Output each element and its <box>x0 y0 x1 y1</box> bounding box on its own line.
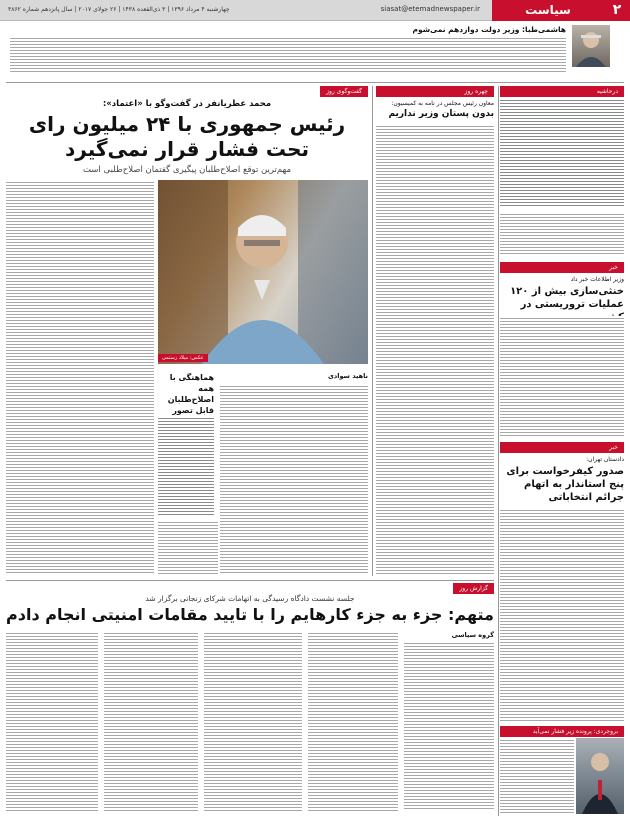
main-story-body-right <box>220 384 368 574</box>
box3-headline: صدور کیفرخواست برای پنج استاندار به اتهام جرائم انتخاباتی <box>506 466 624 503</box>
second-column <box>376 86 494 576</box>
col2-kicker: معاون رئیس مجلس در نامه به کمیسیون: <box>391 100 494 107</box>
main-story-photo <box>158 180 368 364</box>
column-divider <box>498 86 499 816</box>
box4-caption: بروجردی: پرونده زیر فشار نمی‌آید <box>500 726 624 737</box>
box4-photo <box>576 738 624 814</box>
bottom-story-byline: گروه سیاسی <box>451 631 494 639</box>
column-divider-2 <box>372 86 373 576</box>
box4-body <box>500 738 574 814</box>
bottom-story-tag: گزارش روز <box>453 583 494 594</box>
main-story-tag: گفت‌وگوی روز <box>320 86 368 97</box>
bottom-body-col3 <box>204 631 302 811</box>
bottom-story-kicker: جلسه نشست دادگاه رسیدگی به اتهامات شرکای زنجانی برگزار شد <box>145 594 355 603</box>
bottom-body-col5 <box>6 631 98 811</box>
main-story-headline: رئیس جمهوری با ۲۴ میلیون رای تحت فشار قرار نمی‌گیرد <box>28 112 346 161</box>
main-story-photo-caption: عکس: میلاد رستمی <box>158 354 208 362</box>
bottom-body-col4 <box>104 631 198 811</box>
col2-body <box>376 124 494 574</box>
pull-quote-text <box>158 416 214 516</box>
col2-tag: چهره روز <box>376 86 494 97</box>
bottom-body-col2 <box>308 631 398 811</box>
person-photo-icon <box>576 738 624 814</box>
portrait-icon <box>572 25 610 67</box>
main-story-byline: ناهید سوادی <box>327 372 368 380</box>
box3-body <box>500 508 624 722</box>
box2-body <box>500 316 624 436</box>
col2-headline: بدون پستان وزیر نداریم <box>388 109 494 119</box>
box2-headline: خنثی‌سازی بیش از ۱۲۰ عملیات تروریستی در <box>510 286 624 310</box>
box1-body <box>500 98 624 208</box>
section-email[interactable]: siasat@etemadnewspaper.ir <box>380 5 480 13</box>
main-story-pull-quote: هماهنگی با همه اصلاح‌طلبان قابل تصور <box>167 373 214 415</box>
interview-photo-icon <box>158 180 368 364</box>
top-strip-body <box>10 36 566 72</box>
top-strip-headline: هاشمی‌طبا: وزیر دولت دوازدهم نمی‌شوم <box>412 25 566 34</box>
divider <box>6 82 624 83</box>
main-story-kicker: محمد عطریانفر در گفت‌وگو با «اعتماد»: <box>102 99 272 109</box>
right-column <box>500 86 624 816</box>
top-strip-photo <box>572 25 610 67</box>
box1-body-2 <box>500 212 624 256</box>
divider-bottom <box>6 580 494 581</box>
bottom-body-col1 <box>404 641 494 811</box>
box3-tag: خبر <box>500 442 624 453</box>
page-header <box>0 0 630 21</box>
dateline: چهارشنبه ۴ مرداد ۱۳۹۶ | ۳ ذی‌القعده ۱۴۳۸ | ۲۶ جولای ۲۰۱۷ | سال پانزدهم شماره ۳۸۶۲ <box>8 6 230 13</box>
box2-kicker: وزیر اطلاعات خبر داد <box>570 276 624 283</box>
main-story-body-left <box>6 180 154 574</box>
main-story-subhead: مهم‌ترین توقع اصلاح‌طلبان پیگیری گفتمان اصلاح‌طلبی است <box>82 165 292 175</box>
main-story <box>6 86 368 576</box>
section-title: سیاست <box>492 0 604 21</box>
page-number: ۲ <box>604 0 630 21</box>
box2-tag: خبر <box>500 262 624 273</box>
bottom-story-headline: متهم: جزء به جزء کارهایم را با تایید مقامات امنیتی انجام دادم <box>6 605 494 624</box>
top-strip <box>6 23 614 81</box>
main-story-body-mid <box>158 520 218 574</box>
box1-tag: درحاشیه <box>500 86 624 97</box>
bottom-story <box>6 583 494 815</box>
box3-kicker: دادستان تهران: <box>586 456 624 463</box>
